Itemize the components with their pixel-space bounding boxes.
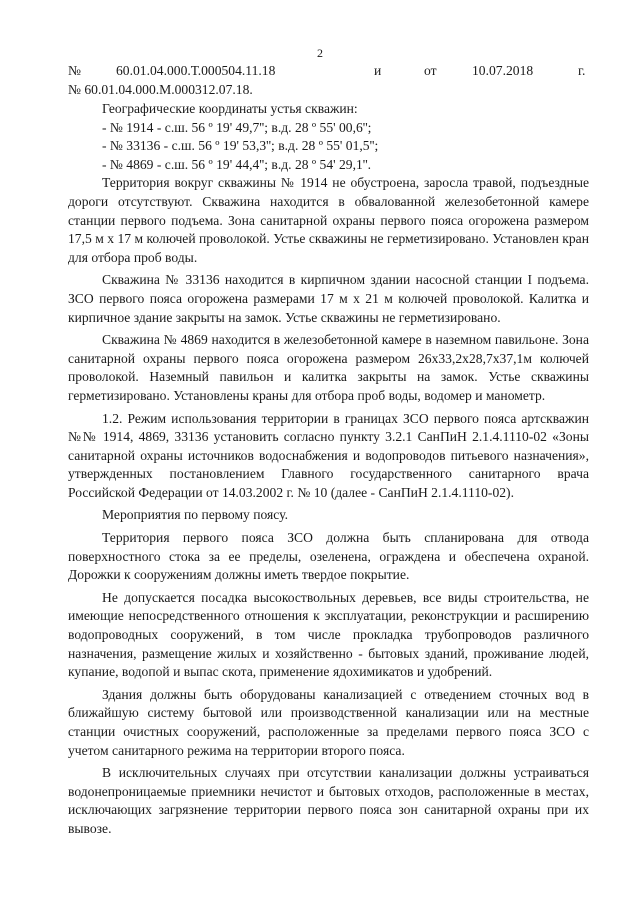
paragraph-well-4869: Скважина № 4869 находится в железобетонной камере в наземном павильоне. Зона санитарной охраны первого пояса огорожена размером 26х33,2х28,7х37,1м колючей проволокой. Наземный павильон и калитка закрыты на замок. Устье скважины герметизировано. Установлены краны для отбора проб воды, водомер и манометр. [68, 332, 589, 403]
reference-block [68, 62, 588, 99]
paragraph-exceptional-cases: В исключительных случаях при отсутствии канализации должны устраиваться водонепроницаемые приемники нечистот и бытовых отходов, расположенные в местах, исключающих загрязнение территории первого пояса зон санитарной охраны при их вывозе. [68, 765, 589, 836]
reference-line-1 [68, 62, 588, 81]
paragraph-prohibitions: Не допускается посадка высокоствольных деревьев, все виды строительства, не имеющие непосредственного отношения к эксплуатации, реконструкции и расширению водопроводных сооружений, в том числе прокладка трубопроводов различного назначения, размещение жилых и хозяйственно - бытовых зданий, проживание людей, купание, водопой и выпас скота, применение ядохимикатов и удобрений. [68, 589, 589, 680]
paragraph-well-33136: Скважина № 33136 находится в кирпичном здании насосной станции I подъема. ЗСО первого пояса огорожена размерами 17 м х 21 м колючей проволокой. Калитка и кирпичное здание закрыты на замок. Устье скважины не герметизировано. [68, 272, 589, 325]
paragraph-territory-planning: Территория первого пояса ЗСО должна быть спланирована для отвода поверхностного стока за ее пределы, озеленена, ограждена и обеспечена охраной. Дорожки к сооружениям должны иметь твердое покрытие. [68, 530, 589, 583]
coordinate-item: - № 33136 - с.ш. 56 º 19' 53,3''; в.д. 28 º 55' 01,5''; [102, 138, 379, 154]
document-number: 60.01.04.000.Т.000504.11.18 [116, 63, 276, 78]
paragraph-sewerage: Здания должны быть оборудованы канализацией с отведением сточных вод в ближайшую систему бытовой или производственной канализации или на местные станции очистных сооружений, расположенные за пределами первого пояса ЗСО с учетом санитарного режима на территории второго пояса. [68, 686, 589, 758]
page-number: 2 [317, 46, 323, 60]
document-body [68, 100, 589, 839]
from-word: от [424, 63, 437, 78]
year-abbreviation: г. [578, 63, 586, 78]
second-document-number: № 60.01.04.000.М.000312.07.18. [68, 81, 253, 97]
paragraph-usage-regime: 1.2. Режим использования территории в границах ЗСО первого пояса артскважин №№ 1914, 4869, 33136 установить согласно пункту 3.2.1 СанПиН 2.1.4.1110-02 «Зоны санитарной охраны источников водоснабжения и водопроводов питьевого назначения», утвержденных постановлением Главного государственного санитарного врача Российской Федерации от 14.03.2002 г. № 10 (далее - СанПиН 2.1.4.1110-02). [68, 410, 589, 500]
section-heading-first-belt: Мероприятия по первому поясу. [102, 507, 288, 523]
number-sign: № [68, 63, 81, 78]
coordinates-heading: Географические координаты устья скважин: [102, 101, 358, 116]
coordinate-item: - № 4869 - с.ш. 56 º 19' 44,4''; в.д. 28 º 54' 29,1''. [102, 156, 372, 172]
coordinate-item: - № 1914 - с.ш. 56 º 19' 49,7''; в.д. 28 º 55' 00,6''; [102, 119, 372, 135]
paragraph-well-1914: Территория вокруг скважины № 1914 не обустроена, заросла травой, подъездные дороги отсутствуют. Скважина находится в обвалованной железобетонной камере станции первого подъема. Зона санитарной охраны первого пояса огорожена размером 17,5 м х 17 м колючей проволокой. Устье скважины не герметизировано. Установлен кран для отбора проб воды. [68, 175, 589, 265]
reference-line-2 [68, 81, 588, 100]
and-word: и [374, 63, 382, 78]
document-date: 10.07.2018 [472, 63, 534, 78]
